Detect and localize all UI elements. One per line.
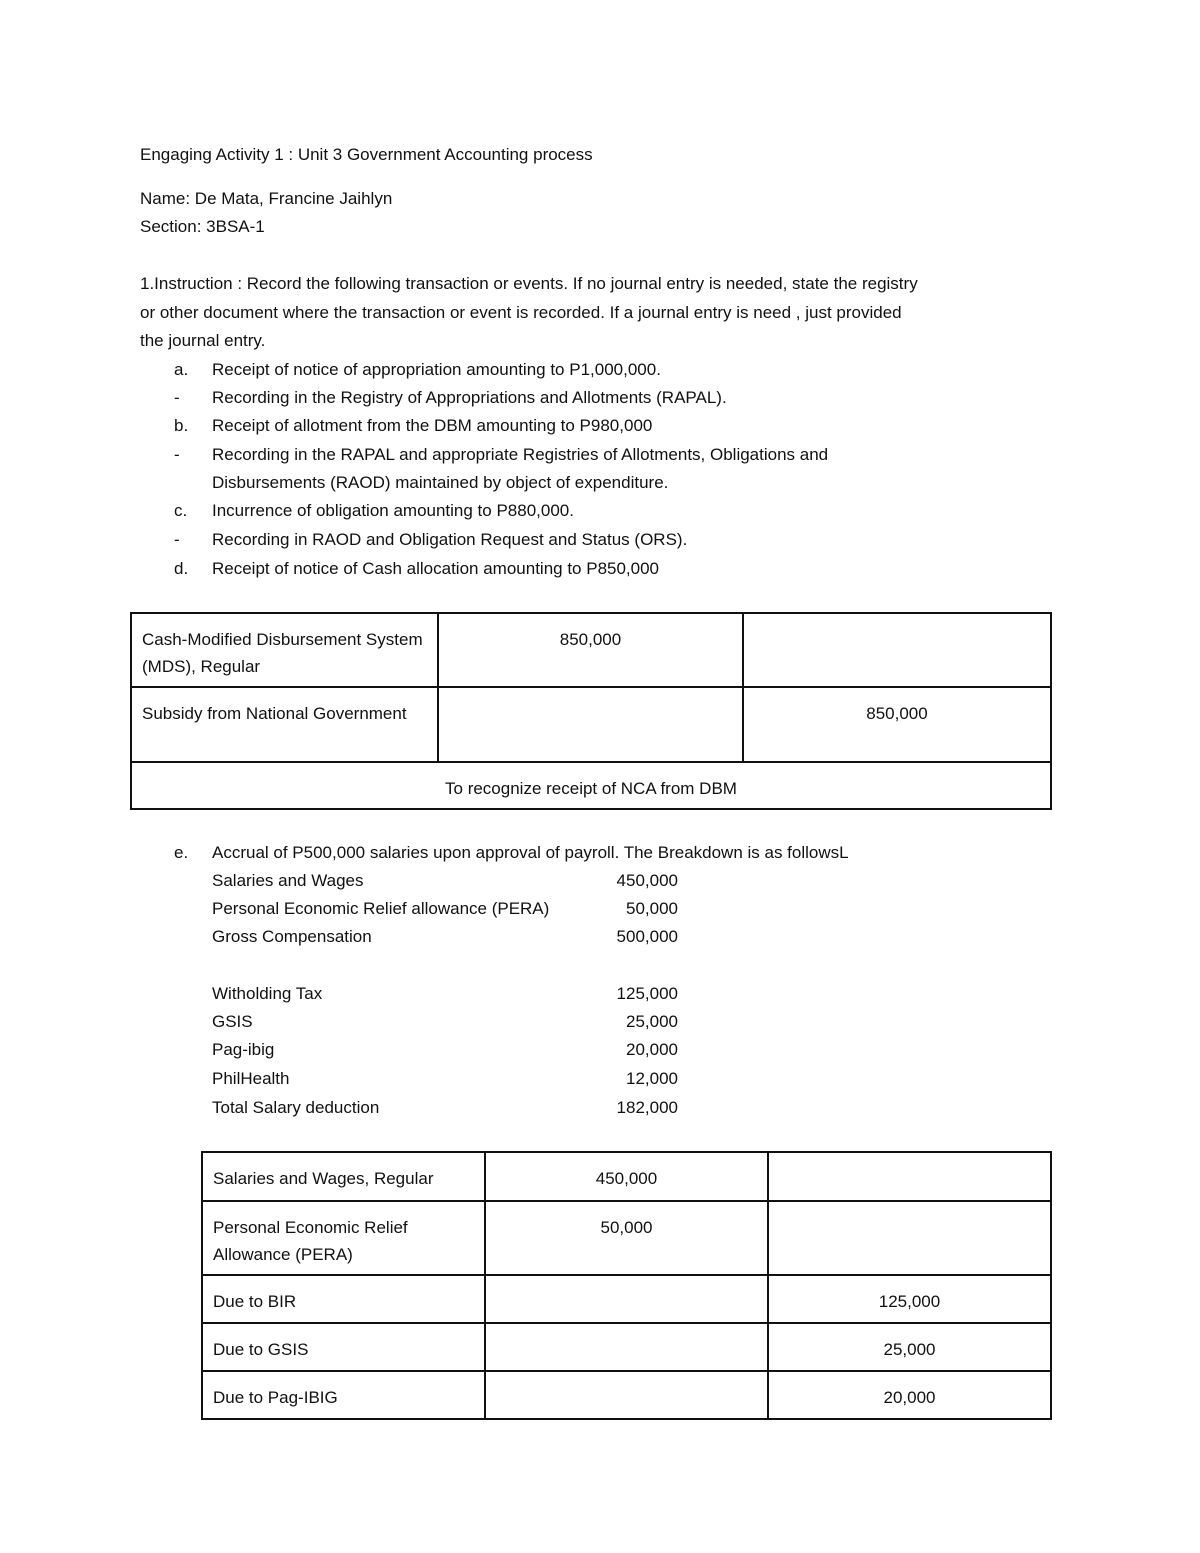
debit-cell [485,1323,768,1371]
list-marker: - [174,530,180,549]
breakdown-label: GSIS [212,1012,253,1031]
list-marker: e. [174,843,189,862]
debit-cell [485,1371,768,1419]
list-item: Incurrence of obligation amounting to P880,000. [212,501,574,520]
credit-cell: 20,000 [768,1371,1051,1419]
instruction-line-1: 1.Instruction : Record the following transaction or events. If no journal entry is needed, state the registry [140,274,918,293]
table-row [202,1323,1051,1371]
list-item: Accrual of P500,000 salaries upon approval of payroll. The Breakdown is as followsL [212,843,849,862]
debit-cell [438,687,743,762]
breakdown-label: Gross Compensation [212,927,372,946]
instruction-line-3: the journal entry. [140,331,266,350]
breakdown-label: Salaries and Wages [212,871,364,890]
list-marker: a. [174,360,189,379]
account-cell: Salaries and Wages, Regular [202,1152,485,1201]
account-cell: Personal Economic Relief Allowance (PERA) [202,1201,485,1275]
account-cell: Cash-Modified Disbursement System (MDS), Regular [131,613,438,687]
table-row [131,762,1051,809]
breakdown-amount: 500,000 [616,927,678,946]
debit-cell: 850,000 [438,613,743,687]
credit-cell [768,1152,1051,1201]
breakdown-amount: 12,000 [626,1069,678,1088]
journal-entry-table-1 [130,612,1052,810]
breakdown-amount: 20,000 [626,1040,678,1059]
debit-cell: 50,000 [485,1201,768,1275]
list-marker: b. [174,416,189,435]
document-title: Engaging Activity 1 : Unit 3 Government Accounting process [140,145,593,164]
list-marker: - [174,445,180,464]
table-row [131,687,1051,762]
list-item: Receipt of notice of Cash allocation amounting to P850,000 [212,559,660,578]
list-marker: c. [174,501,188,520]
account-cell: Subsidy from National Government [131,687,438,762]
breakdown-amount: 25,000 [626,1012,678,1031]
credit-cell [768,1201,1051,1275]
breakdown-label: Personal Economic Relief allowance (PERA) [212,899,550,918]
breakdown-label: Total Salary deduction [212,1098,380,1117]
breakdown-amount: 50,000 [626,899,678,918]
breakdown-label: PhilHealth [212,1069,290,1088]
breakdown-amount: 450,000 [616,871,678,890]
table-row [202,1275,1051,1323]
debit-cell [485,1275,768,1323]
credit-cell: 850,000 [743,687,1051,762]
list-item: Disbursements (RAOD) maintained by object of expenditure. [212,473,669,492]
student-section: Section: 3BSA-1 [140,217,265,236]
instruction-line-2: or other document where the transaction or event is recorded. If a journal entry is need , just provided [140,303,902,322]
breakdown-amount: 125,000 [616,984,678,1003]
entry-description: To recognize receipt of NCA from DBM [131,762,1051,809]
list-item: Receipt of notice of appropriation amounting to P1,000,000. [212,360,661,379]
list-item: Receipt of allotment from the DBM amounting to P980,000 [212,416,653,435]
list-item: Recording in the Registry of Appropriations and Allotments (RAPAL). [212,388,727,407]
journal-entry-table-2 [201,1151,1052,1420]
credit-cell [743,613,1051,687]
credit-cell: 25,000 [768,1323,1051,1371]
account-cell: Due to GSIS [202,1323,485,1371]
credit-cell: 125,000 [768,1275,1051,1323]
debit-cell: 450,000 [485,1152,768,1201]
list-marker: - [174,388,180,407]
breakdown-label: Pag-ibig [212,1040,275,1059]
student-name: Name: De Mata, Francine Jaihlyn [140,189,393,208]
list-item: Recording in RAOD and Obligation Request and Status (ORS). [212,530,688,549]
list-item: Recording in the RAPAL and appropriate Registries of Allotments, Obligations and [212,445,829,464]
breakdown-amount: 182,000 [616,1098,678,1117]
list-marker: d. [174,559,189,578]
account-cell: Due to BIR [202,1275,485,1323]
account-cell: Due to Pag-IBIG [202,1371,485,1419]
table-row [202,1201,1051,1275]
breakdown-label: Witholding Tax [212,984,323,1003]
table-row [131,613,1051,687]
table-row [202,1152,1051,1201]
table-row [202,1371,1051,1419]
